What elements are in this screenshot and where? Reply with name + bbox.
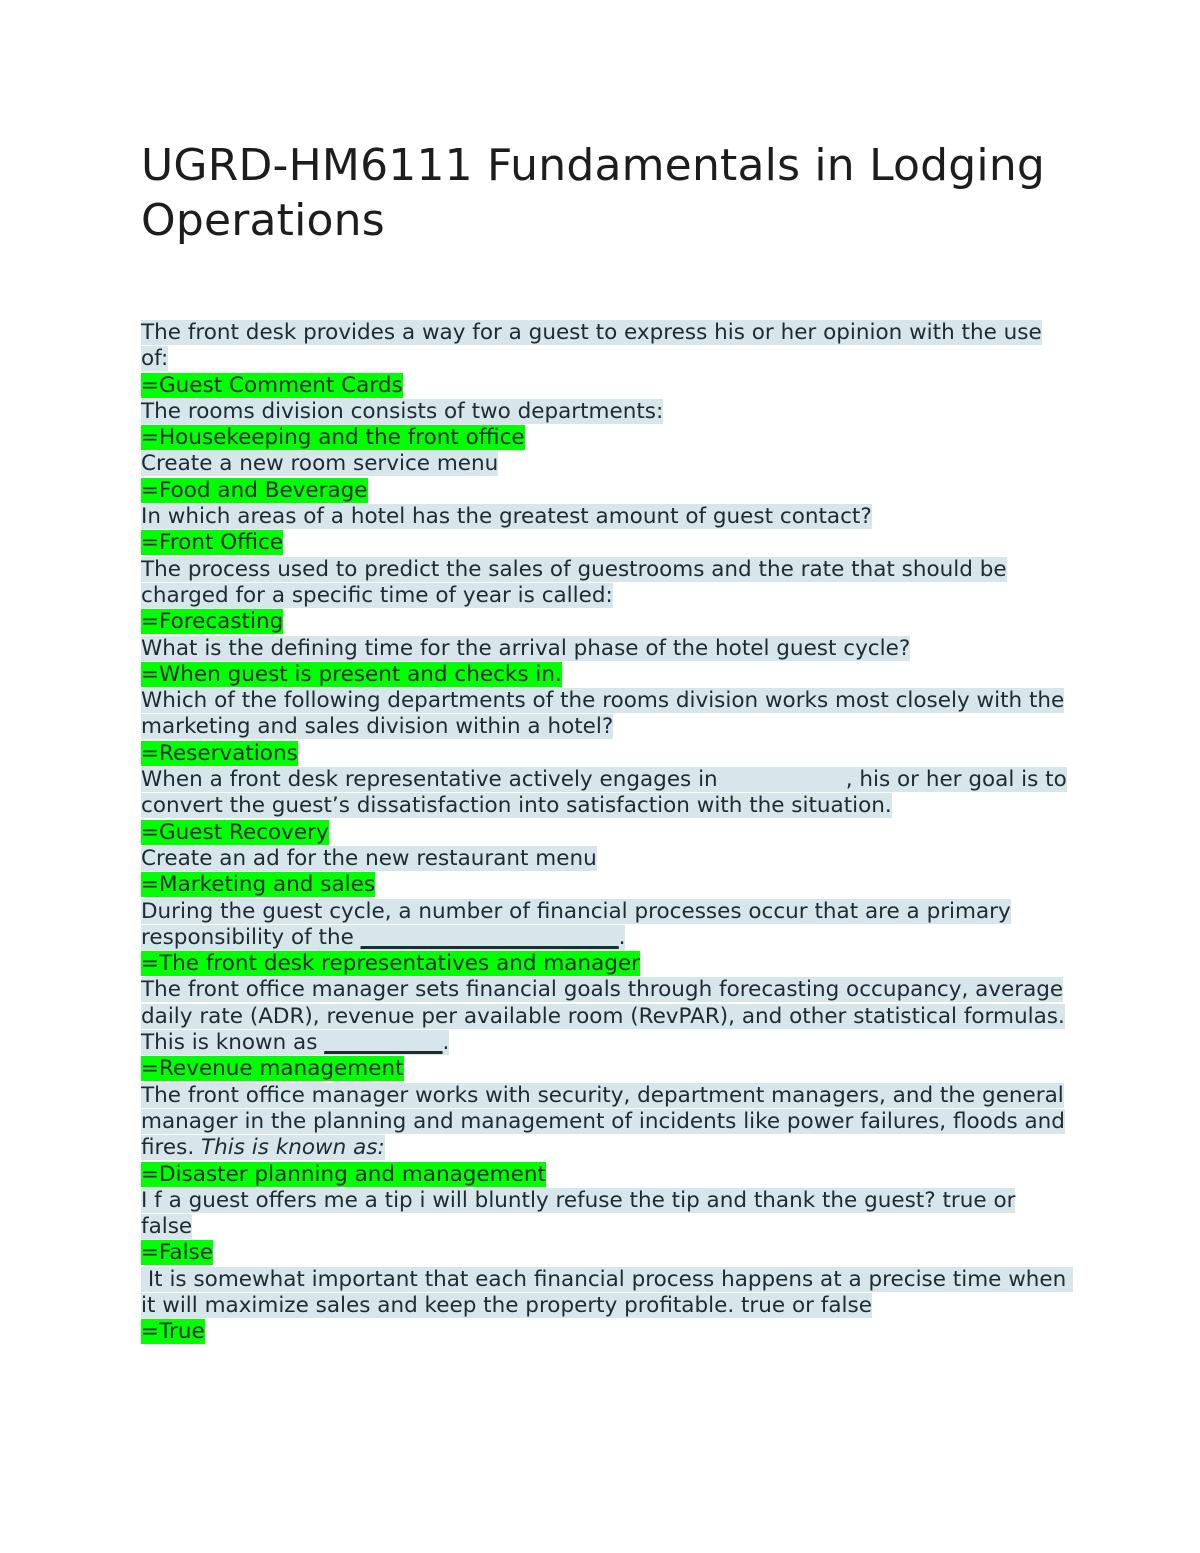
document-page xyxy=(141,138,1074,1346)
answer-8: =Guest Recovery xyxy=(141,819,329,845)
answer-7: =Reservations xyxy=(141,740,298,766)
question-13: I f a guest offers me a tip i will bluntly refuse the tip and thank the guest? true or false xyxy=(141,1187,1016,1240)
answer-4: =Front Office xyxy=(141,530,283,556)
question-4: In which areas of a hotel has the greatest amount of guest contact? xyxy=(141,504,872,530)
answer-10: =The front desk representatives and manager xyxy=(141,951,640,977)
question-5: The process used to predict the sales of guestrooms and the rate that should be charged for a specific time of year is called: xyxy=(141,556,1007,608)
answer-9: =Marketing and sales xyxy=(141,872,376,898)
question-11: The front office manager sets financial goals through forecasting occupancy, average daily rate (ADR), revenue per available room (RevPAR), and other statistical formulas. This is known as ___________. xyxy=(141,977,1065,1056)
answer-6: =When guest is present and checks in. xyxy=(141,661,562,687)
question-8: When a front desk representative actively engages in , his or her goal is to convert the guest’s dissatisfaction into satisfaction with the situation. xyxy=(141,767,1067,819)
answer-13: =False xyxy=(141,1240,213,1266)
question-7: Which of the following departments of the rooms division works most closely with the marketing and sales division within a hotel? xyxy=(141,688,1065,740)
question-14: It is somewhat important that each financial process happens at a precise time when it will maximize sales and keep the property profitable. true or false xyxy=(141,1266,1074,1318)
fill-in-blank: ___________ xyxy=(324,1030,443,1056)
answer-12: =Disaster planning and management xyxy=(141,1161,546,1187)
question-1: The front desk provides a way for a guest to express his or her opinion with the use of: xyxy=(141,320,1042,372)
question-9: Create an ad for the new restaurant menu xyxy=(141,845,597,871)
question-answer-list xyxy=(141,320,1074,1346)
answer-1: =Guest Comment Cards xyxy=(141,372,403,398)
answer-11: =Revenue management xyxy=(141,1056,404,1082)
answer-5: =Forecasting xyxy=(141,609,284,635)
answer-3: =Food and Beverage xyxy=(141,477,368,503)
question-10: During the guest cycle, a number of financial processes occur that are a primary responsibility of the ________________________. xyxy=(141,898,1011,950)
fill-in-blank: ________________________ xyxy=(360,924,619,950)
question-6: What is the defining time for the arrival phase of the hotel guest cycle? xyxy=(141,635,911,661)
question-3: Create a new room service menu xyxy=(141,451,499,477)
document-title: UGRD-HM6111 Fundamentals in Lodging Operations xyxy=(141,140,1046,246)
question-2: The rooms division consists of two departments: xyxy=(141,398,664,424)
question-12: The front office manager works with security, department managers, and the general manager in the planning and management of incidents like power failures, floods and fires. This is known as: xyxy=(141,1082,1065,1161)
answer-14: =True xyxy=(141,1319,205,1345)
answer-2: =Housekeeping and the front office xyxy=(141,425,525,451)
